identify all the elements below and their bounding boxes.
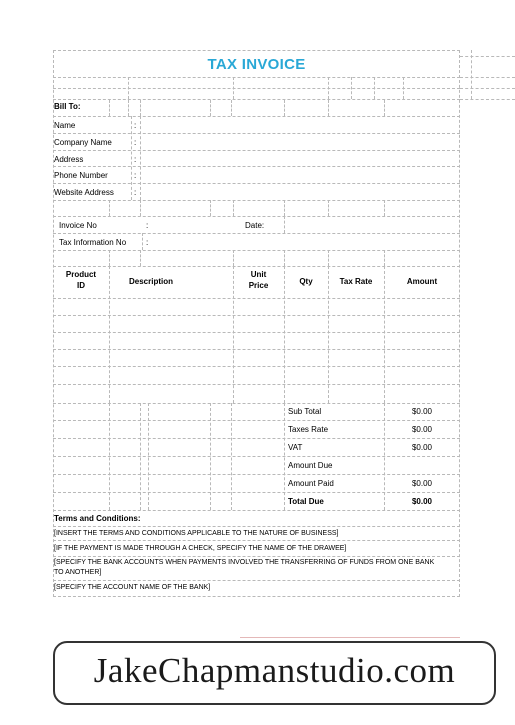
amount-paid-value: $0.00 <box>411 479 433 488</box>
grid-line <box>328 250 329 266</box>
grid-line <box>233 266 234 403</box>
grid-line <box>53 384 460 385</box>
invoice-no-label: Invoice No <box>59 221 97 230</box>
company-name-label: Company Name <box>54 138 112 147</box>
subtotal-label: Sub Total <box>288 407 322 416</box>
grid-line <box>351 77 352 99</box>
grid-line <box>53 349 460 350</box>
grid-line <box>53 474 460 475</box>
grid-line <box>460 56 515 57</box>
grid-line <box>374 77 375 99</box>
grid-line <box>140 200 141 216</box>
phone-number-sep: : <box>134 171 137 180</box>
grid-line <box>53 403 460 404</box>
grid-line <box>53 315 460 316</box>
grid-line <box>53 420 460 421</box>
grid-line <box>53 216 460 217</box>
grid-line <box>460 99 515 100</box>
bill-to-heading: Bill To: <box>54 102 81 111</box>
website-address-sep: : <box>134 188 137 197</box>
name-sep: : <box>134 121 137 130</box>
grid-line <box>328 266 329 403</box>
tax-info-label: Tax Information No <box>59 238 127 247</box>
address-label: Address <box>54 155 84 164</box>
grid-line <box>53 166 460 167</box>
address-sep: : <box>134 155 137 164</box>
header-tax-rate: Tax Rate <box>339 277 373 286</box>
header-unit-price <box>233 269 284 291</box>
grid-line <box>210 100 211 116</box>
invoice-no-sep: : <box>146 221 149 230</box>
grid-line <box>53 526 460 527</box>
grid-line <box>53 456 460 457</box>
tax-info-sep: : <box>146 238 149 247</box>
grid-line <box>53 266 460 267</box>
terms-line-4: [SPECIFY THE ACCOUNT NAME OF THE BANK] <box>54 584 211 591</box>
taxes-rate-value: $0.00 <box>411 425 433 434</box>
grid-line <box>233 77 234 99</box>
grid-line <box>53 250 460 251</box>
grid-line <box>53 510 460 511</box>
grid-line <box>53 116 460 117</box>
header-unit-price-line1: Unit <box>250 270 267 279</box>
company-name-sep: : <box>134 138 137 147</box>
grid-line <box>128 77 129 99</box>
terms-line-3: [SPECIFY THE BANK ACCOUNTS WHEN PAYMENTS INVOLVED THE TRANSFERRING OF FUNDS FROM ONE BANK <box>54 559 435 566</box>
amount-paid-label: Amount Paid <box>288 479 334 488</box>
grid-line <box>53 438 460 439</box>
vat-value: $0.00 <box>411 443 433 452</box>
grid-line <box>384 100 385 116</box>
total-due-label: Total Due <box>288 497 324 506</box>
grid-line <box>328 200 329 216</box>
total-due-value: $0.00 <box>411 497 433 506</box>
grid-line <box>231 100 232 116</box>
subtotal-value: $0.00 <box>411 407 433 416</box>
grid-line <box>53 77 460 78</box>
grid-line <box>109 100 110 116</box>
grid-line <box>128 100 129 116</box>
divider-line <box>240 637 460 638</box>
grid-line <box>131 116 132 200</box>
amount-due-label: Amount Due <box>288 461 333 470</box>
grid-line <box>109 200 110 216</box>
grid-line <box>140 116 141 200</box>
watermark-text: JakeChapmanstudio.com <box>93 651 456 690</box>
grid-line <box>142 233 143 250</box>
grid-line <box>53 183 460 184</box>
grid-line <box>53 150 460 151</box>
terms-line-3b: TO ANOTHER] <box>54 569 102 576</box>
grid-line <box>328 77 329 99</box>
grid-line <box>53 366 460 367</box>
grid-line <box>109 250 110 266</box>
grid-line <box>328 100 329 116</box>
grid-line <box>471 50 472 99</box>
grid-line <box>233 200 234 216</box>
grid-line <box>284 266 285 403</box>
terms-line-2: [IF THE PAYMENT IS MADE THROUGH A CHECK, SPECIFY THE NAME OF THE DRAWEE] <box>54 545 347 552</box>
invoice-title: TAX INVOICE <box>207 56 306 73</box>
terms-line-1: [INSERT THE TERMS AND CONDITIONS APPLICABLE TO THE NATURE OF BUSINESS] <box>54 530 339 537</box>
header-product-id-line2: ID <box>77 281 85 290</box>
grid-line <box>53 200 460 201</box>
date-label: Date: <box>245 221 265 230</box>
grid-line <box>53 88 460 89</box>
phone-number-label: Phone Number <box>54 171 108 180</box>
name-label: Name <box>54 121 76 130</box>
terms-heading: Terms and Conditions: <box>54 514 141 523</box>
grid-line <box>460 77 515 78</box>
grid-line <box>109 266 110 403</box>
grid-line <box>460 88 515 89</box>
grid-line <box>403 77 404 99</box>
grid-line <box>284 250 285 266</box>
header-qty: Qty <box>299 277 313 286</box>
grid-line <box>284 216 285 233</box>
grid-line <box>53 233 460 234</box>
grid-line <box>53 332 460 333</box>
header-amount: Amount <box>406 277 438 286</box>
grid-line <box>233 250 234 266</box>
grid-line <box>140 100 141 116</box>
grid-line <box>53 133 460 134</box>
header-product-id <box>53 269 109 291</box>
grid-line <box>53 298 460 299</box>
grid-line <box>284 100 285 116</box>
grid-line <box>53 556 460 557</box>
taxes-rate-label: Taxes Rate <box>288 425 329 434</box>
header-unit-price-line2: Price <box>248 281 269 290</box>
grid-line <box>53 492 460 493</box>
watermark-box <box>53 641 496 705</box>
grid-line <box>53 540 460 541</box>
grid-line <box>53 99 460 100</box>
vat-label: VAT <box>288 443 303 452</box>
grid-line <box>384 250 385 266</box>
grid-line <box>140 250 141 266</box>
grid-line <box>384 200 385 216</box>
grid-line <box>210 200 211 216</box>
grid-line <box>384 266 385 403</box>
header-description: Description <box>128 277 173 286</box>
website-address-label: Website Address <box>54 188 114 197</box>
grid-line <box>284 200 285 216</box>
header-product-id-line1: Product <box>65 270 97 279</box>
grid-line <box>53 580 460 581</box>
